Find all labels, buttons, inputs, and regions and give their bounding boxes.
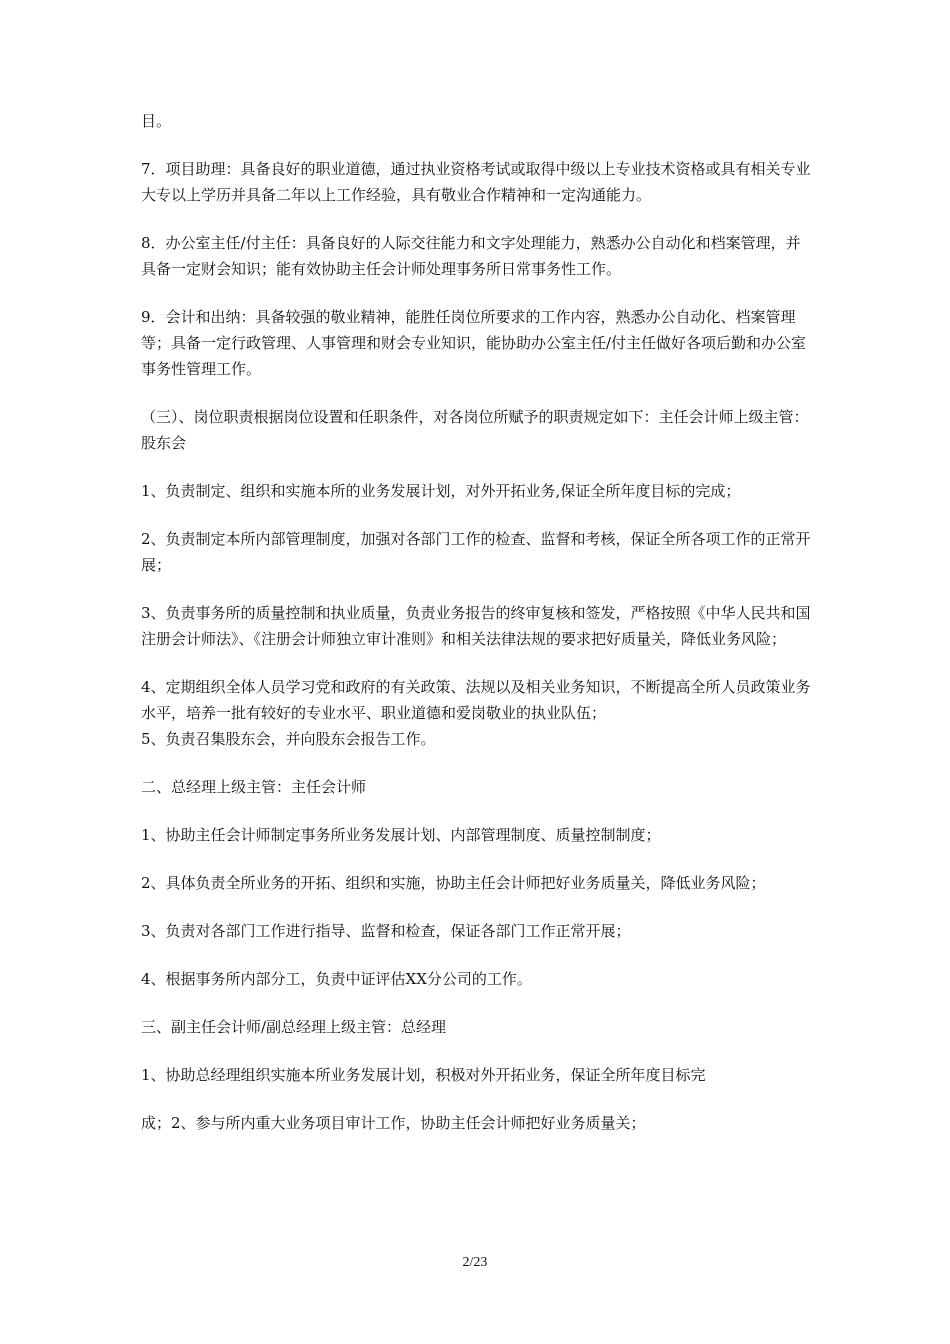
- paragraph: 目。: [141, 112, 172, 130]
- paragraph: 5、负责召集股东会，并向股东会报告工作。: [141, 730, 436, 748]
- paragraph: 4、根据事务所内部分工，负责中证评估XX分公司的工作。: [141, 970, 532, 988]
- paragraph: 9．会计和出纳：具备较强的敬业精神，能胜任岗位所要求的工作内容，熟悉办公自动化、档案管理等；具备一定行政管理、人事管理和财会专业知识，能协助办公室主任/付主任做好各项后勤和办公室事务性管理工作。: [141, 308, 807, 378]
- document-body: [141, 108, 815, 1158]
- paragraph: 3、负责事务所的质量控制和执业质量，负责业务报告的终审复核和签发，严格按照《中华人民共和国注册会计师法》、《注册会计师独立审计准则》和相关法律法规的要求把好质量关，降低业务风险；: [141, 604, 811, 648]
- paragraph: 4、定期组织全体人员学习党和政府的有关政策、法规以及相关业务知识，不断提高全所人员政策业务水平，培养一批有较好的专业水平、职业道德和爱岗敬业的执业队伍；: [141, 678, 811, 722]
- paragraph: 7．项目助理：具备良好的职业道德，通过执业资格考试或取得中级以上专业技术资格或具有相关专业大专以上学历并具备二年以上工作经验，具有敬业合作精神和一定沟通能力。: [141, 160, 811, 204]
- paragraph: 1、协助总经理组织实施本所业务发展计划，积极对外开拓业务，保证全所年度目标完: [141, 1066, 706, 1084]
- paragraph: 1、负责制定、组织和实施本所的业务发展计划，对外开拓业务,保证全所年度目标的完成；: [141, 482, 741, 500]
- paragraph: 1、协助主任会计师制定事务所业务发展计划、内部管理制度、质量控制制度；: [141, 826, 661, 844]
- section-heading: （三）、岗位职责根据岗位设置和任职条件，对各岗位所赋予的职责规定如下：主任会计师上级主管：股东会: [141, 408, 809, 452]
- paragraph: 2、负责制定本所内部管理制度，加强对各部门工作的检查、监督和考核，保证全所各项工作的正常开展；: [141, 530, 811, 574]
- page-number: 2/23: [462, 1255, 488, 1270]
- section-heading: 二、总经理上级主管：主任会计师: [141, 778, 367, 796]
- paragraph: 3、负责对各部门工作进行指导、监督和检查，保证各部门工作正常开展；: [141, 922, 631, 940]
- paragraph: 2、具体负责全所业务的开拓、组织和实施，协助主任会计师把好业务质量关，降低业务风险；: [141, 874, 766, 892]
- section-heading: 三、副主任会计师/副总经理上级主管：总经理: [141, 1018, 447, 1036]
- paragraph: 8．办公室主任/付主任：具备良好的人际交往能力和文字处理能力，熟悉办公自动化和档案管理，并具备一定财会知识；能有效协助主任会计师处理事务所日常事务性工作。: [141, 234, 801, 278]
- paragraph: 成；2、参与所内重大业务项目审计工作，协助主任会计师把好业务质量关；: [141, 1114, 646, 1132]
